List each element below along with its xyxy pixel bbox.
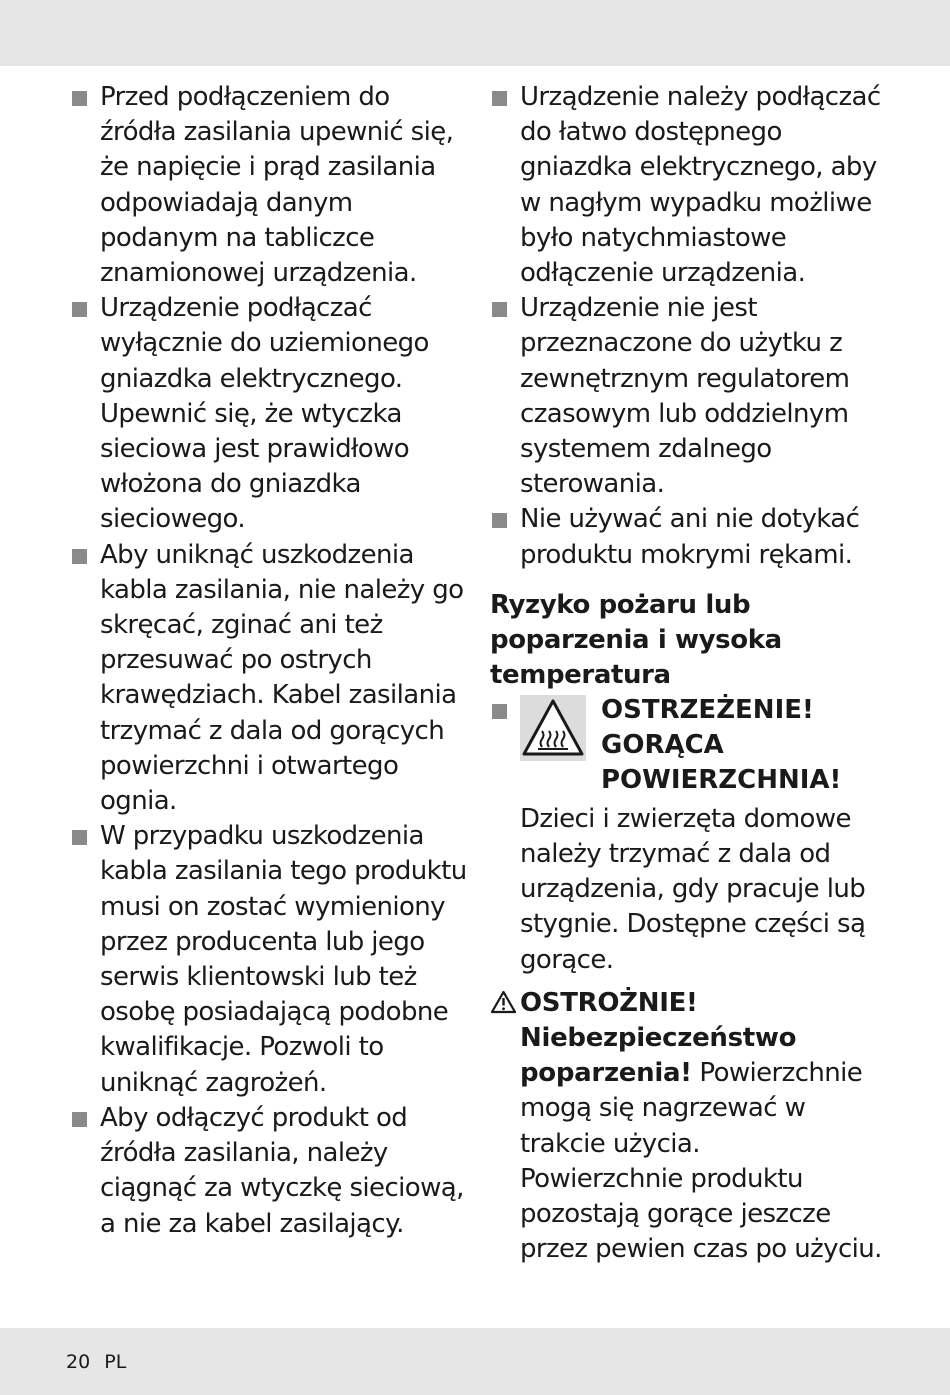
bullet-square-icon <box>72 549 87 564</box>
hot-surface-warning <box>490 693 890 798</box>
top-bar <box>0 0 950 66</box>
bullet-square-icon <box>492 302 507 317</box>
page-number: 20 <box>66 1351 91 1373</box>
bullet-square-icon <box>72 1112 87 1127</box>
list-item <box>490 80 890 291</box>
caution-block <box>490 986 890 1268</box>
bullet-square-icon <box>72 302 87 317</box>
list-item-text: Urządzenie podłączać wyłącznie do uziemionego gniazdka elektrycznego. Upewnić się, że wtyczka sieciowa jest prawidłowo włożona do gniazdka sieciowego. <box>100 293 429 535</box>
list-item <box>70 538 470 820</box>
bullet-square-icon <box>492 704 507 719</box>
list-item-text: Nie używać ani nie dotykać produktu mokrymi rękami. <box>520 504 860 570</box>
list-item <box>70 291 470 537</box>
caution-text-2: Powierzchnie produktu pozostają gorące jeszcze przez pewien czas po użyciu. <box>520 1163 882 1265</box>
list-item <box>490 291 890 502</box>
list-item <box>70 1101 470 1242</box>
caution-title: OSTROŻNIE! Niebezpieczeństwo poparzenia! <box>520 987 797 1089</box>
warning-text: Dzieci i zwierzęta domowe należy trzymać z dala od urządzenia, gdy pracuje lub stygnie. Dostępne części są gorące. <box>520 803 866 975</box>
list-item <box>70 819 470 1101</box>
language-code: PL <box>104 1351 127 1373</box>
list-item-text: Przed podłączeniem do źródła zasilania upewnić się, że napięcie i prąd zasilania odpowiadają danym podanym na tabliczce znamionowej urządzenia. <box>100 82 454 289</box>
list-item-text: W przypadku uszkodzenia kabla zasilania tego produktu musi on zostać wymieniony przez producenta lub jego serwis klientowski lub też osobę posiadającą podobne kwalifikacje. Pozwoli to uniknąć zagrożeń. <box>100 821 467 1098</box>
list-item <box>490 502 890 572</box>
bullet-square-icon <box>72 830 87 845</box>
warning-title: OSTRZEŻENIE! GORĄCA POWIERZCHNIA! <box>601 694 842 795</box>
left-column <box>70 80 470 1242</box>
hot-surface-icon <box>520 695 586 761</box>
list-item-text: Aby odłączyć produkt od źródła zasilania, należy ciągnąć za wtyczkę sieciową, a nie za kabel zasilający. <box>100 1102 464 1239</box>
page-footer <box>66 1351 134 1373</box>
caution-text: Powierzchnie mogą się nagrzewać w trakcie użycia. <box>520 1058 863 1159</box>
bullet-square-icon <box>72 91 87 106</box>
list-item-text: Aby uniknąć uszkodzenia kabla zasilania, nie należy go skręcać, zginać ani też przesuwać po ostrych krawędziach. Kabel zasilania trzymać z dala od gorących powierzchni i otwartego ognia. <box>100 539 464 817</box>
bullet-square-icon <box>492 513 507 528</box>
bottom-bar <box>0 1328 950 1395</box>
list-item-text: Urządzenie nie jest przeznaczone do użytku z zewnętrznym regulatorem czasowym lub oddzielnym systemem zdalnego sterowania. <box>520 293 850 500</box>
section-heading: Ryzyko pożaru lub poparzenia i wysoka temperatura <box>490 589 782 690</box>
caution-triangle-icon <box>490 989 517 1024</box>
bullet-square-icon <box>492 91 507 106</box>
list-item-text: Urządzenie należy podłączać do łatwo dostępnego gniazdka elektrycznego, aby w nagłym wypadku możliwe było natychmiastowe odłączenie urządzenia. <box>520 82 881 289</box>
list-item <box>70 80 470 291</box>
right-column <box>490 80 890 1267</box>
